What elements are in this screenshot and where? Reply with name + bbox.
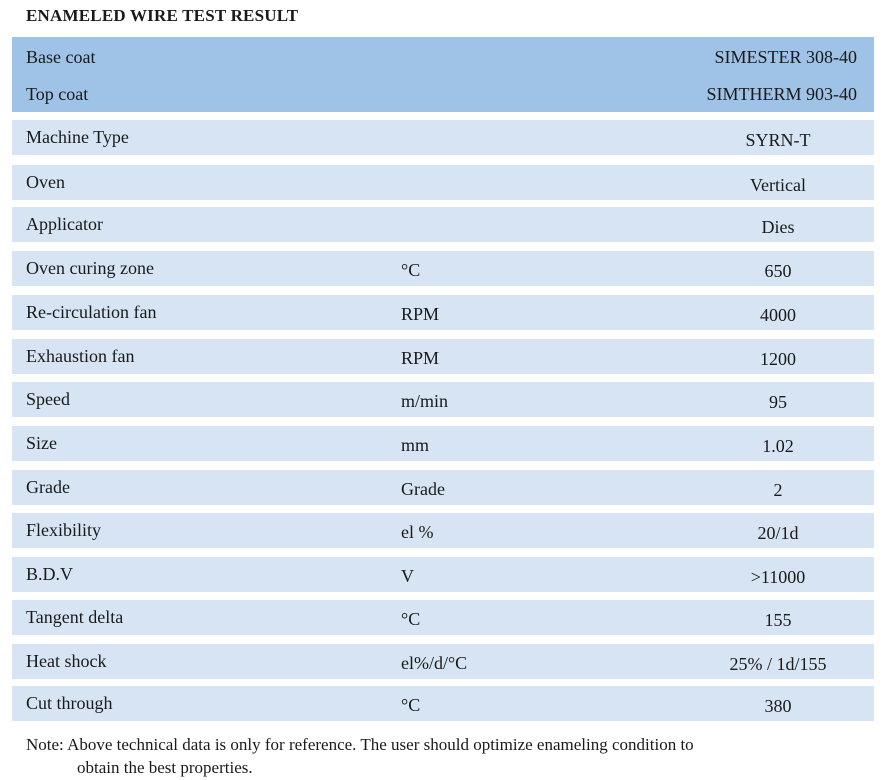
parameter-cell: Re-circulation fan: [26, 302, 157, 322]
value-cell: 155: [764, 610, 792, 630]
value-cell: 1200: [760, 349, 796, 369]
table-row: [12, 207, 874, 242]
table-row: [12, 600, 874, 635]
parameter-cell: Heat shock: [26, 651, 107, 671]
value-cell: 4000: [760, 305, 796, 325]
parameter-cell: Flexibility: [26, 520, 102, 540]
table-row: [12, 339, 874, 374]
base-coat-label: Base coat: [26, 47, 96, 67]
parameter-cell: Grade: [26, 477, 70, 497]
unit-cell: mm: [401, 435, 430, 455]
parameter-cell: Oven: [26, 172, 65, 192]
page-title: ENAMELED WIRE TEST RESULT: [26, 6, 299, 25]
unit-cell: RPM: [401, 304, 440, 324]
table-row: [12, 644, 874, 679]
value-cell: >11000: [750, 567, 806, 587]
parameter-cell: Machine Type: [26, 127, 129, 147]
value-cell: 20/1d: [757, 523, 799, 543]
unit-cell: el%/d/°C: [401, 653, 468, 673]
parameter-cell: Speed: [26, 389, 70, 409]
table-row: [12, 686, 874, 721]
note-line-2: obtain the best properties.: [77, 758, 253, 777]
table-row: [12, 295, 874, 330]
top-coat-value: SIMTHERM 903-40: [706, 84, 857, 104]
unit-cell: Grade: [401, 479, 445, 499]
table-row: [12, 251, 874, 286]
header-row-top-coat: [12, 84, 874, 108]
value-cell: 95: [769, 392, 787, 412]
parameter-cell: Oven curing zone: [26, 258, 154, 278]
value-cell: Vertical: [750, 175, 806, 195]
unit-cell: °C: [401, 609, 421, 629]
value-cell: Dies: [761, 217, 795, 237]
table-row: [12, 470, 874, 505]
unit-cell: V: [401, 566, 414, 586]
coating-header: [12, 37, 874, 112]
table-row: [12, 557, 874, 592]
table-row: [12, 382, 874, 417]
parameter-cell: Tangent delta: [26, 607, 124, 627]
parameter-cell: Exhaustion fan: [26, 346, 135, 366]
value-cell: 25% / 1d/155: [729, 654, 827, 674]
value-cell: 1.02: [762, 436, 794, 456]
unit-cell: RPM: [401, 348, 440, 368]
unit-cell: m/min: [401, 391, 449, 411]
note-line-1: Note: Above technical data is only for reference. The user should optimize enameling condition to: [26, 735, 694, 754]
unit-cell: °C: [401, 695, 421, 715]
top-coat-label: Top coat: [26, 84, 89, 104]
table-row: [12, 426, 874, 461]
table-row: [12, 165, 874, 200]
parameter-cell: Cut through: [26, 693, 113, 713]
value-cell: 2: [773, 480, 783, 500]
parameter-cell: Applicator: [26, 214, 103, 234]
value-cell: 650: [764, 261, 792, 281]
reference-note: [26, 733, 856, 779]
header-row-base-coat: [12, 47, 874, 71]
table-row: [12, 513, 874, 548]
unit-cell: el %: [401, 522, 434, 542]
table-row: [12, 120, 874, 155]
value-cell: 380: [764, 696, 792, 716]
parameter-cell: B.D.V: [26, 564, 74, 584]
unit-cell: °C: [401, 260, 421, 280]
parameter-cell: Size: [26, 433, 57, 453]
value-cell: SYRN-T: [745, 130, 811, 150]
base-coat-value: SIMESTER 308-40: [714, 47, 857, 67]
